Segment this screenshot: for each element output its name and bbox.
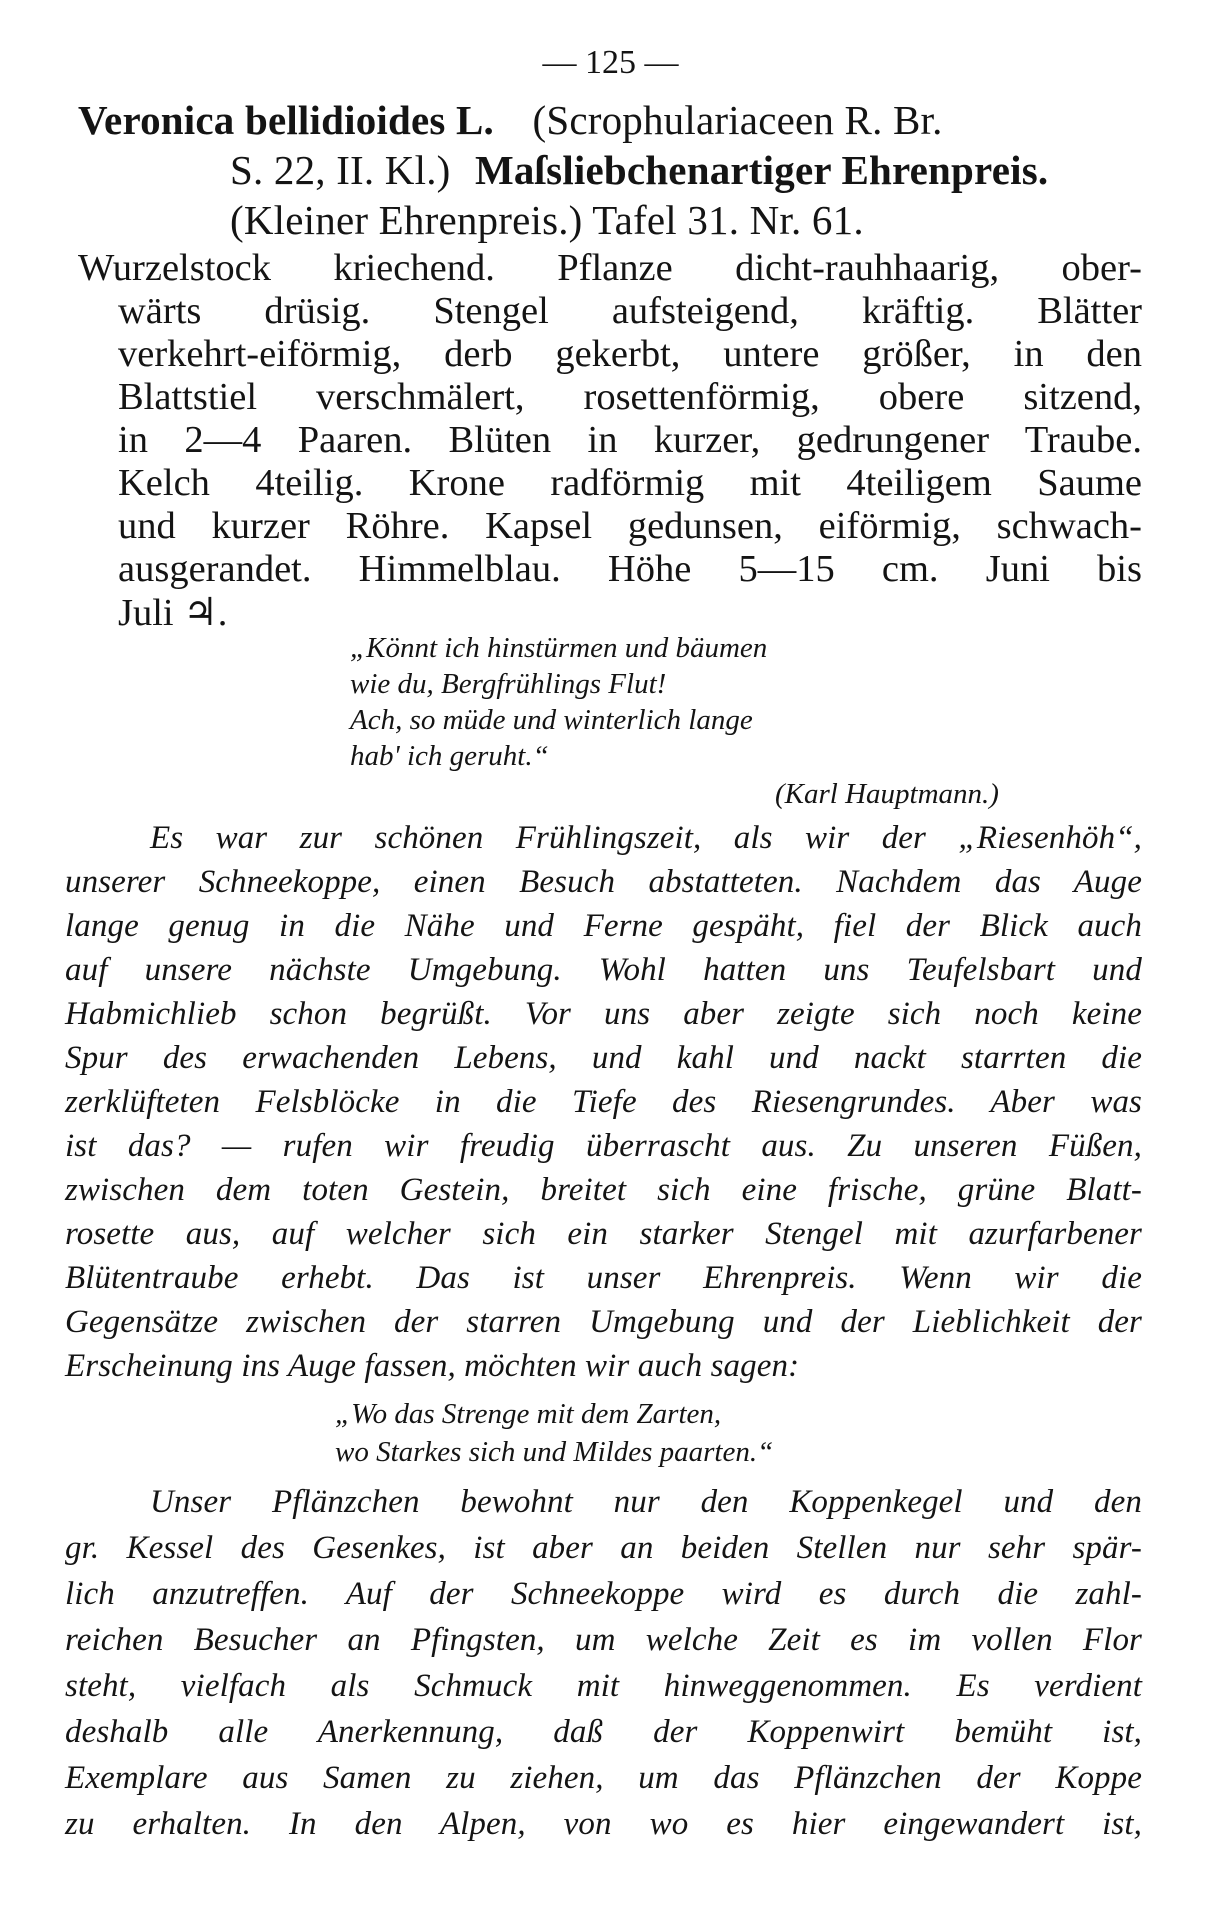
body-line: reichen Besucher an Pfingsten, um welche Zeit es im vollen Flor (65, 1622, 1142, 1658)
species-heading-line-3: (Kleiner Ehrenpreis.) Tafel 31. Nr. 61. (230, 197, 864, 243)
verse-line: hab' ich geruht.“ (350, 740, 549, 772)
family-reference: (Scrophulariaceen R. Br. (532, 97, 943, 143)
body-line: steht, vielfach als Schmuck mit hinweggenommen. Es verdient (65, 1668, 1142, 1704)
verse-author: (Karl Hauptmann.) (775, 778, 999, 810)
verse-line: wie du, Bergfrühlings Flut! (350, 668, 667, 700)
species-heading-line-1 (78, 96, 1138, 144)
description-line: und kurzer Röhre. Kapsel gedunsen, eiförmig, schwach- (118, 505, 1142, 547)
body-line: auf unsere nächste Umgebung. Wohl hatten uns Teufelsbart und (65, 952, 1142, 988)
verse-line: Ach, so müde und winterlich lange (350, 704, 753, 736)
body-line: Gegensätze zwischen der starren Umgebung und der Lieblichkeit der (65, 1304, 1142, 1340)
body-line: Es war zur schönen Frühlingszeit, als wir der „Riesenhöh“, (150, 820, 1142, 856)
description-line: Kelch 4teilig. Krone radförmig mit 4teiligem Saume (118, 462, 1142, 504)
description-line: Wurzelstock kriechend. Pflanze dicht-rauhhaarig, ober- (78, 247, 1142, 289)
description-line: ausgerandet. Himmelblau. Höhe 5—15 cm. Juni bis (118, 548, 1142, 590)
body-line: lich anzutreffen. Auf der Schneekoppe wird es durch die zahl- (65, 1576, 1142, 1612)
body-line: gr. Kessel des Gesenkes, ist aber an beiden Stellen nur sehr spär- (65, 1530, 1142, 1566)
body-line: Erscheinung ins Auge fassen, möchten wir auch sagen: (65, 1348, 800, 1384)
body-line: Spur des erwachenden Lebens, und kahl und nackt starrten die (65, 1040, 1142, 1076)
body-line: Unser Pflänzchen bewohnt nur den Koppenkegel und den (150, 1484, 1142, 1520)
verse-line: wo Starkes sich und Mildes paarten.“ (335, 1436, 774, 1468)
german-name: Maſsliebchenartiger Ehrenpreis. (474, 147, 1049, 193)
body-line: rosette aus, auf welcher sich ein starker Stengel mit azurfarbener (65, 1216, 1142, 1252)
body-line: deshalb alle Anerkennung, daß der Koppenwirt bemüht ist, (65, 1714, 1142, 1750)
verse-line: „Könnt ich hinstürmen und bäumen (350, 632, 768, 664)
body-line: unserer Schneekoppe, einen Besuch abstatteten. Nachdem das Auge (65, 864, 1142, 900)
page-number: — 125 — (542, 44, 679, 81)
class-reference: S. 22, II. Kl.) (230, 147, 451, 193)
description-line: in 2—4 Paaren. Blüten in kurzer, gedrungener Traube. (118, 419, 1142, 461)
verse-line: „Wo das Strenge mit dem Zarten, (335, 1398, 722, 1430)
latin-name: Veronica bellidioides L. (78, 97, 495, 143)
description-line: Blattstiel verschmälert, rosettenförmig, obere sitzend, (118, 376, 1142, 418)
body-line: Habmichlieb schon begrüßt. Vor uns aber zeigte sich noch keine (65, 996, 1142, 1032)
species-heading-line-2 (230, 146, 1160, 194)
description-line: Juli ♃. (118, 592, 228, 634)
body-line: lange genug in die Nähe und Ferne gespäht, fiel der Blick auch (65, 908, 1142, 944)
body-line: Exemplare aus Samen zu ziehen, um das Pflänzchen der Koppe (65, 1760, 1142, 1796)
body-line: zwischen dem toten Gestein, breitet sich eine frische, grüne Blatt- (65, 1172, 1142, 1208)
body-line: zu erhalten. In den Alpen, von wo es hier eingewandert ist, (65, 1806, 1142, 1842)
body-line: Blütentraube erhebt. Das ist unser Ehrenpreis. Wenn wir die (65, 1260, 1142, 1296)
description-line: wärts drüsig. Stengel aufsteigend, kräftig. Blätter (118, 290, 1142, 332)
body-line: zerklüfteten Felsblöcke in die Tiefe des Riesengrundes. Aber was (65, 1084, 1142, 1120)
body-line: ist das? — rufen wir freudig überrascht aus. Zu unseren Füßen, (65, 1128, 1142, 1164)
description-line: verkehrt-eiförmig, derb gekerbt, untere größer, in den (118, 333, 1142, 375)
